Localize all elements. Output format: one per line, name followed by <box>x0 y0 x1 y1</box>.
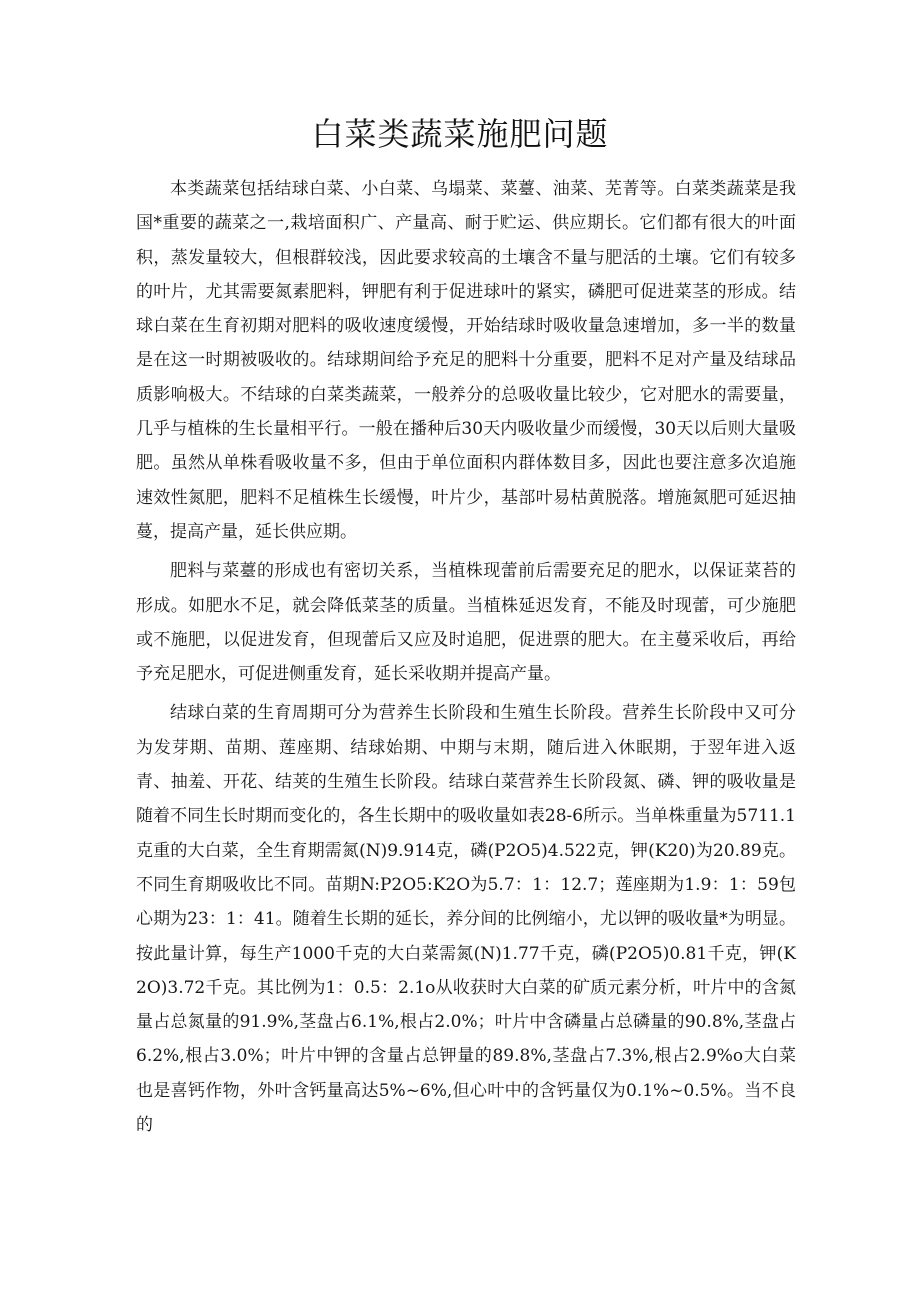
document-body <box>136 172 796 1147</box>
document-title: 白菜类蔬菜施肥问题 <box>311 115 609 153</box>
paragraph-1: 本类蔬菜包括结球白菜、小白菜、乌塌菜、菜薹、油菜、芜菁等。白菜类蔬菜是我国*重要的蔬菜之一,栽培面积广、产量高、耐于贮运、供应期长。它们都有很大的叶面积，蒸发量较大，但根群较浅，因此要求较高的土壤含不量与肥活的土壤。它们有较多的叶片，尤其需要氮素肥料，钾肥有利于促进球叶的紧实，磷肥可促进菜茎的形成。结球白菜在生育初期对肥料的吸收速度缓慢，开始结球时吸收量急速增加，多一半的数量是在这一时期被吸收的。结球期间给予充足的肥料十分重要，肥料不足对产量及结球品质影响极大。不结球的白菜类蔬菜，一般养分的总吸收量比较少，它对肥水的需要量，几乎与植株的生长量相平行。一般在播种后30天内吸收量少而缓慢，30天以后则大量吸肥。虽然从单株看吸收量不多，但由于单位面积内群体数目多，因此也要注意多次追施速效性氮肥，肥料不足植株生长缓慢，叶片少，基部叶易枯黄脱落。增施氮肥可延迟抽蔓，提高产量，延长供应期。 <box>136 179 796 542</box>
paragraph-2: 肥料与菜薹的形成也有密切关系，当植株现蕾前后需要充足的肥水，以保证菜苔的形成。如肥水不足，就会降低菜茎的质量。当植株延迟发育，不能及时现蕾，可少施肥或不施肥，以促进发育，但现蕾后又应及时追肥，促进票的肥大。在主蔓采收后，再给予充足肥水，可促进侧重发育，延长采收期并提高产量。 <box>136 561 796 685</box>
paragraph-3: 结球白菜的生育周期可分为营养生长阶段和生殖生长阶段。营养生长阶段中又可分为发芽期、苗期、莲座期、结球始期、中期与末期，随后进入休眠期，于翌年进入返青、抽羞、开花、结荚的生殖生长阶段。结球白菜营养生长阶段氮、磷、钾的吸收量是随着不同生长时期而变化的，各生长期中的吸收量如表28-6所示。当单株重量为5711.1克重的大白菜，全生育期需氮(N)9.914克，磷(P2O5)4.522克，钾(K20)为20.89克。不同生育期吸收比不同。苗期N:P2O5:K2O为5.7：1：12.7；莲座期为1.9：1：59包心期为23：1：41。随着生长期的延长，养分间的比例缩小，尤以钾的吸收量*为明显。按此量计算，每生产1000千克的大白菜需氮(N)1.77千克，磷(P2O5)0.81千克，钾(K2O)3.72千克。其比例为1：0.5：2.1o从收获时大白菜的矿质元素分析，叶片中的含氮量占总氮量的91.9%,茎盘占6.1%,根占2.0%；叶片中含磷量占总磷量的90.8%,茎盘占6.2%,根占3.0%；叶片中钾的含量占总钾量的89.8%,茎盘占7.3%,根占2.9%o大白菜也是喜钙作物，外叶含钙量高达5%~6%,但心叶中的含钙量仅为0.1%~0.5%。当不良的 <box>136 703 796 1136</box>
